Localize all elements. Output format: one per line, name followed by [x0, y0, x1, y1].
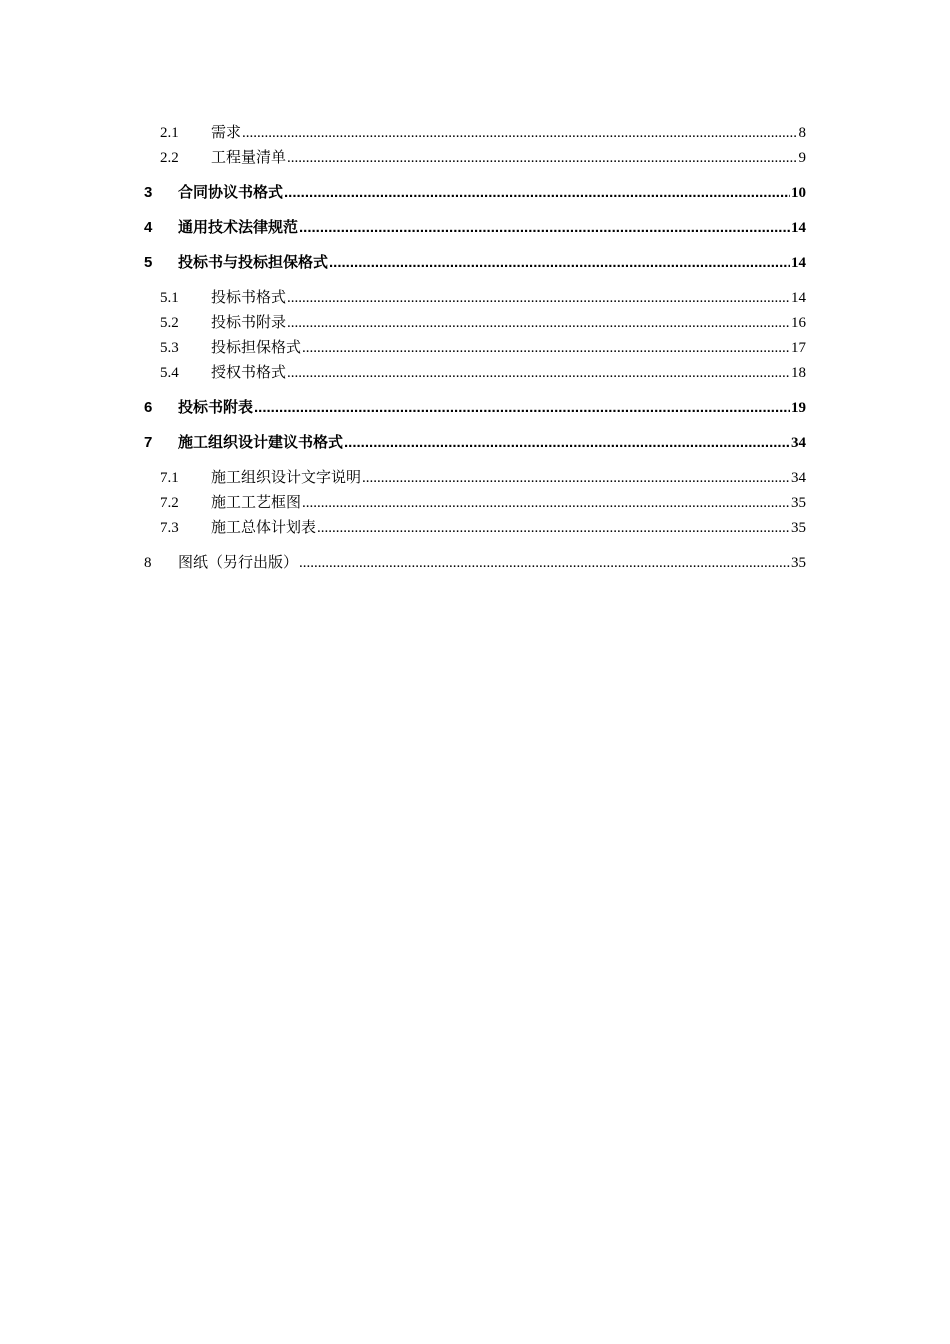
toc-entry-page: 8	[798, 125, 806, 141]
toc-entry-title: 工程量清单	[211, 150, 287, 166]
toc-dot-leader	[302, 339, 790, 357]
toc-entry-page: 34	[791, 470, 806, 486]
toc-entry-7-1[interactable]	[144, 469, 806, 494]
toc-entry-title: 图纸（另行出版）	[178, 555, 299, 571]
toc-entry-number: 7	[144, 434, 153, 451]
toc-dot-leader	[302, 494, 790, 512]
toc-entry-title: 通用技术法律规范	[178, 219, 299, 236]
toc-entry-title: 合同协议书格式	[178, 184, 284, 201]
toc-entry-title: 投标书附表	[178, 399, 254, 416]
toc-entry-7-3[interactable]	[144, 519, 806, 544]
toc-entry-page: 14	[791, 255, 806, 271]
toc-entry-title: 投标书与投标担保格式	[178, 254, 329, 271]
toc-dot-leader	[287, 289, 790, 307]
toc-entry-3[interactable]	[144, 184, 806, 209]
toc-dot-leader	[299, 554, 790, 572]
toc-entry-number: 2.2	[160, 150, 179, 166]
toc-entry-title: 需求	[211, 125, 242, 141]
toc-entry-number: 3	[144, 184, 153, 201]
toc-dot-leader	[254, 399, 790, 417]
toc-entry-number: 5	[144, 254, 153, 271]
toc-entry-title: 投标担保格式	[211, 340, 302, 356]
toc-entry-page: 35	[791, 555, 806, 571]
toc-entry-5[interactable]	[144, 254, 806, 279]
toc-entry-title: 施工总体计划表	[211, 520, 317, 536]
toc-dot-leader	[287, 149, 797, 167]
toc-entry-page: 19	[791, 400, 806, 416]
toc-dot-leader	[284, 184, 790, 202]
toc-entry-page: 18	[791, 365, 806, 381]
toc-entry-title: 施工组织设计文字说明	[211, 470, 362, 486]
toc-dot-leader	[362, 469, 790, 487]
toc-entry-7[interactable]	[144, 434, 806, 459]
toc-entry-number: 7.2	[160, 495, 179, 511]
toc-dot-leader	[317, 519, 790, 537]
toc-entry-page: 10	[791, 185, 806, 201]
table-of-contents	[144, 124, 806, 579]
toc-entry-number: 4	[144, 219, 153, 236]
toc-dot-leader	[287, 314, 790, 332]
toc-entry-title: 授权书格式	[211, 365, 287, 381]
toc-entry-5-4[interactable]	[144, 364, 806, 389]
toc-dot-leader	[242, 124, 797, 142]
toc-entry-6[interactable]	[144, 399, 806, 424]
toc-entry-8[interactable]	[144, 554, 806, 579]
toc-entry-page: 16	[791, 315, 806, 331]
toc-entry-5-1[interactable]	[144, 289, 806, 314]
toc-dot-leader	[299, 219, 790, 237]
toc-entry-4[interactable]	[144, 219, 806, 244]
toc-entry-number: 2.1	[160, 125, 179, 141]
toc-entry-page: 14	[791, 290, 806, 306]
toc-entry-page: 14	[791, 220, 806, 236]
toc-entry-page: 35	[791, 495, 806, 511]
toc-entry-title: 投标书格式	[211, 290, 287, 306]
toc-entry-2-2[interactable]	[144, 149, 806, 174]
toc-entry-title: 施工工艺框图	[211, 495, 302, 511]
toc-entry-5-3[interactable]	[144, 339, 806, 364]
toc-entry-page: 9	[798, 150, 806, 166]
toc-entry-2-1[interactable]	[144, 124, 806, 149]
toc-entry-number: 7.3	[160, 520, 179, 536]
toc-entry-page: 17	[791, 340, 806, 356]
toc-entry-7-2[interactable]	[144, 494, 806, 519]
toc-entry-number: 7.1	[160, 470, 179, 486]
toc-dot-leader	[287, 364, 790, 382]
toc-entry-number: 5.1	[160, 290, 179, 306]
toc-dot-leader	[329, 254, 790, 272]
toc-entry-page: 34	[791, 435, 806, 451]
toc-dot-leader	[344, 434, 790, 452]
toc-entry-title: 施工组织设计建议书格式	[178, 434, 344, 451]
toc-entry-5-2[interactable]	[144, 314, 806, 339]
toc-entry-number: 6	[144, 399, 153, 416]
toc-entry-title: 投标书附录	[211, 315, 287, 331]
toc-entry-page: 35	[791, 520, 806, 536]
toc-entry-number: 5.3	[160, 340, 179, 356]
toc-entry-number: 5.2	[160, 315, 179, 331]
toc-entry-number: 8	[144, 555, 152, 571]
toc-entry-number: 5.4	[160, 365, 179, 381]
